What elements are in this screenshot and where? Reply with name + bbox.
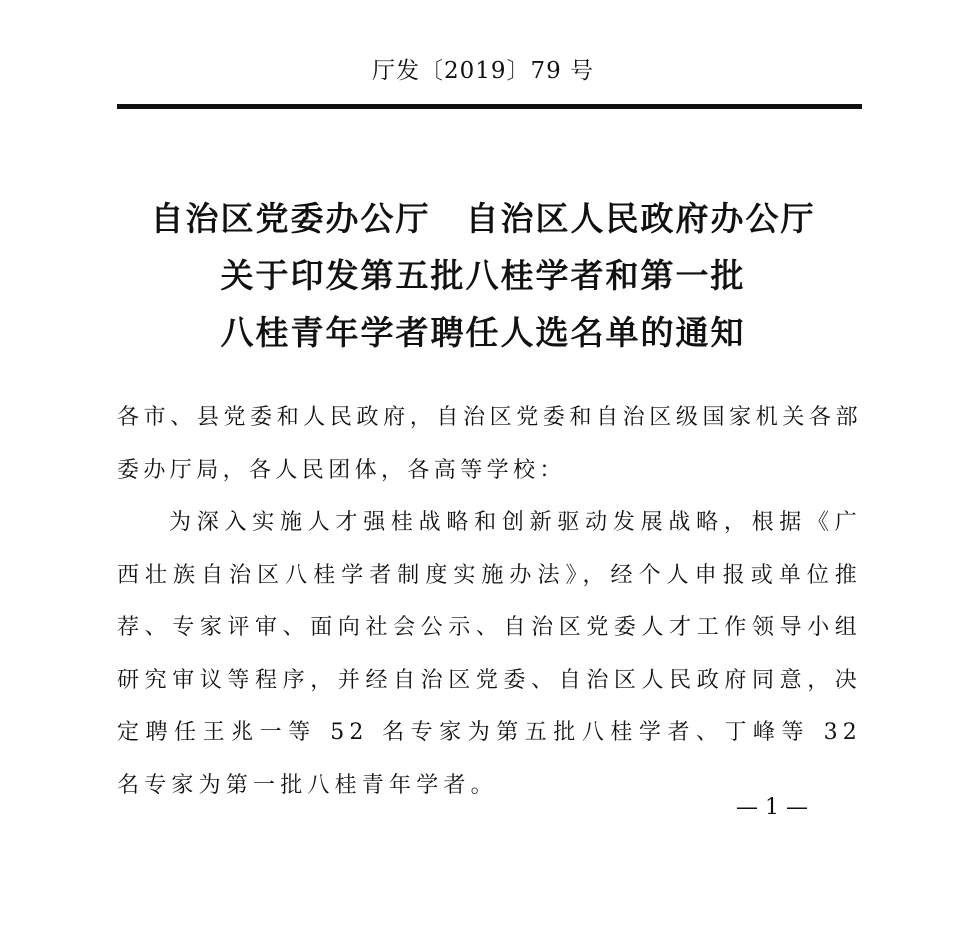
document-body [117, 392, 862, 812]
title-line-1: 自治区党委办公厅 自治区人民政府办公厅 [150, 199, 816, 238]
header-rule [117, 104, 862, 109]
document-title [0, 190, 966, 361]
salutation: 各市、县党委和人民政府，自治区党委和自治区级国家机关各部委办厅局，各人民团体，各高等学校： [117, 405, 862, 483]
title-line-3: 八桂青年学者聘任人选名单的通知 [220, 313, 746, 352]
page-number: — 1 — [736, 795, 808, 820]
title-line-2: 关于印发第五批八桂学者和第一批 [220, 256, 746, 295]
body-paragraph: 为深入实施人才强桂战略和创新驱动发展战略，根据《广西壮族自治区八桂学者制度实施办法》，经个人申报或单位推荐、专家评审、面向社会公示、自治区党委人才工作领导小组研究审议等程序，并经自治区党委、自治区人民政府同意，决定聘任王兆一等 52 名专家为第五批八桂学者、丁峰等 32 名专家为第一批八桂青年学者。 [117, 510, 862, 798]
document-number: 厅发〔2019〕79 号 [371, 58, 595, 84]
